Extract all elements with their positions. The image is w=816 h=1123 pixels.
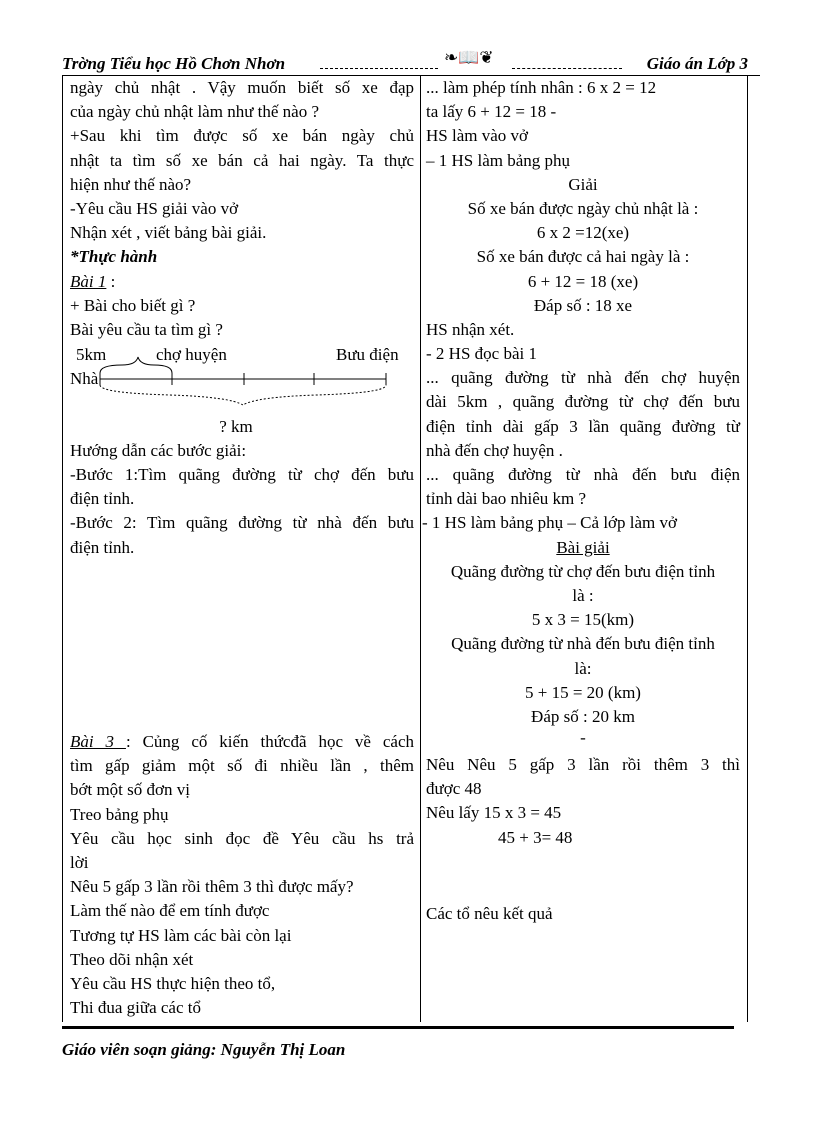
header-dash-right	[512, 68, 622, 69]
diagram-post-office-label: Bưu điện	[336, 345, 399, 364]
subject-label: Giáo án Lớp 3	[646, 54, 748, 73]
right-line: 6 + 12 = 18 (xe)	[527, 271, 639, 291]
right-line: tỉnh dài bao nhiêu km ?	[426, 489, 587, 509]
right-line: – 1 HS làm bảng phụ	[426, 150, 571, 170]
left-line: Yêu cầu HS thực hiện theo tổ,	[70, 973, 276, 993]
teacher-signature: Giáo viên soạn giảng: Nguyễn Thị Loan	[62, 1040, 346, 1059]
left-line: + Bài cho biết gì ?	[70, 295, 196, 315]
right-line: ... quãng đường từ nhà đến bưu điện	[426, 465, 740, 484]
left-line: +Sau khi tìm được số xe bán ngày chủ	[70, 126, 414, 146]
right-line: Số xe bán được ngày chủ nhật là :	[467, 198, 699, 218]
left-line: ngày chủ nhật . Vậy muốn biết số xe đạp	[70, 78, 414, 97]
right-line: Quãng đường từ nhà đến bưu điện tỉnh	[451, 634, 715, 654]
school-name: Trờng Tiểu học Hồ Chơn Nhơn	[62, 54, 286, 73]
teacher-column	[70, 76, 414, 560]
left-line: Theo dõi nhận xét	[70, 949, 194, 969]
right-line: Nêu Nêu 5 gấp 3 lần rồi thêm 3 thì	[426, 755, 740, 775]
right-line: Các tổ nêu kết quả	[426, 904, 553, 924]
page-header	[62, 48, 762, 76]
left-line: Bài yêu cầu ta tìm gì ?	[70, 319, 223, 339]
right-line: Đáp số : 20 km	[531, 706, 635, 726]
right-line: 5 + 15 = 20 (km)	[525, 682, 641, 702]
right-line: Nêu lấy 15 x 3 = 45	[426, 803, 562, 823]
exercise-1-label: Bài 1	[70, 271, 107, 291]
left-line: Tương tự HS làm các bài còn lại	[70, 925, 292, 945]
right-line: ... quãng đường từ nhà đến chợ huyện	[426, 368, 740, 388]
left-line: Yêu cầu học sinh đọc đề Yêu cầu hs trả	[70, 828, 414, 848]
right-line: HS làm vào vở	[426, 126, 529, 146]
distance-diagram	[70, 345, 414, 435]
right-line: HS nhận xét.	[426, 319, 515, 339]
header-dash-left	[320, 68, 438, 69]
left-line: Bài 3 : Củng cố kiến thứcđã học về cách	[70, 732, 415, 751]
left-line: Treo bảng phụ	[70, 804, 169, 824]
solution-heading: Giải	[568, 174, 598, 194]
left-line: Làm thế nào để em tính được	[70, 901, 270, 921]
left-line: điện tỉnh.	[70, 537, 135, 557]
exercise-3-label: Bài 3	[70, 732, 126, 751]
diagram-drawing	[70, 345, 414, 435]
right-line: - 1 HS làm bảng phụ – Cả lớp làm vở	[422, 513, 678, 533]
section-heading-practice: *Thực hành	[70, 247, 158, 267]
right-line: 5 x 3 = 15(km)	[531, 610, 635, 630]
right-line: là:	[574, 658, 592, 678]
right-line: 45 + 3= 48	[498, 827, 573, 847]
student-column	[422, 76, 740, 926]
right-line: Số xe bán được cả hai ngày là :	[476, 247, 690, 267]
diagram-home-label: Nhà	[70, 369, 99, 388]
right-line: là :	[572, 585, 594, 605]
right-line: điện tỉnh dài gấp 3 lần quãng đường từ	[426, 416, 740, 436]
left-line: Thi đua giữa các tổ	[70, 998, 201, 1018]
left-line: của ngày chủ nhật làm như thế nào ?	[70, 102, 320, 122]
right-line: ta lấy 6 + 12 = 18 -	[426, 102, 557, 122]
solution-heading-2: Bài giải	[556, 537, 610, 557]
left-line: Hướng dẫn các bước giải:	[70, 440, 247, 460]
book-ornament-icon: ❧📖❦	[444, 48, 494, 67]
right-line: dài 5km , quãng đường từ chợ đến bưu	[426, 392, 740, 412]
diagram-question-label: ? km	[219, 416, 253, 436]
right-line: Đáp số : 18 xe	[533, 295, 633, 315]
left-line: hiện như thế nào?	[70, 174, 192, 194]
diagram-5km-label: 5km	[76, 345, 107, 364]
exercise-1-colon: :	[106, 271, 116, 291]
top-brace	[100, 357, 172, 373]
left-line: lời	[70, 852, 89, 872]
right-line: Quãng đường từ chợ đến bưu điện tỉnh	[450, 561, 716, 581]
left-line: nhật ta tìm số xe bán cả hai ngày. Ta thực	[70, 150, 414, 170]
right-line: - 2 HS đọc bài 1	[426, 344, 537, 364]
left-line: -Bước 2: Tìm quãng đường từ nhà đến bưu	[70, 513, 414, 533]
bottom-brace	[100, 385, 386, 405]
left-line: điện tỉnh.	[70, 489, 135, 509]
right-line: ... làm phép tính nhân : 6 x 2 = 12	[426, 78, 657, 97]
exercise-3-block	[70, 730, 414, 1020]
right-line: nhà đến chợ huyện .	[426, 440, 563, 460]
exercise-1-heading	[70, 270, 414, 294]
left-line: -Bước 1:Tìm quãng đường từ chợ đến bưu	[70, 465, 414, 484]
left-line: Nêu 5 gấp 3 lần rồi thêm 3 thì được mấy?	[70, 877, 354, 897]
left-line: Nhận xét , viết bảng bài giải.	[70, 223, 267, 243]
right-line: 6 x 2 =12(xe)	[536, 223, 630, 243]
left-line: tìm gấp giảm một số đi nhiều lần , thêm	[70, 756, 414, 776]
table-bottom-rule	[62, 1026, 734, 1029]
right-line: -	[580, 728, 586, 748]
diagram-market-label: chợ huyện	[156, 345, 227, 364]
left-line: bớt một số đơn vị	[70, 780, 190, 800]
right-line: được 48	[426, 779, 482, 799]
column-divider	[420, 76, 421, 1022]
left-line: -Yêu cầu HS giải vào vở	[70, 198, 239, 218]
